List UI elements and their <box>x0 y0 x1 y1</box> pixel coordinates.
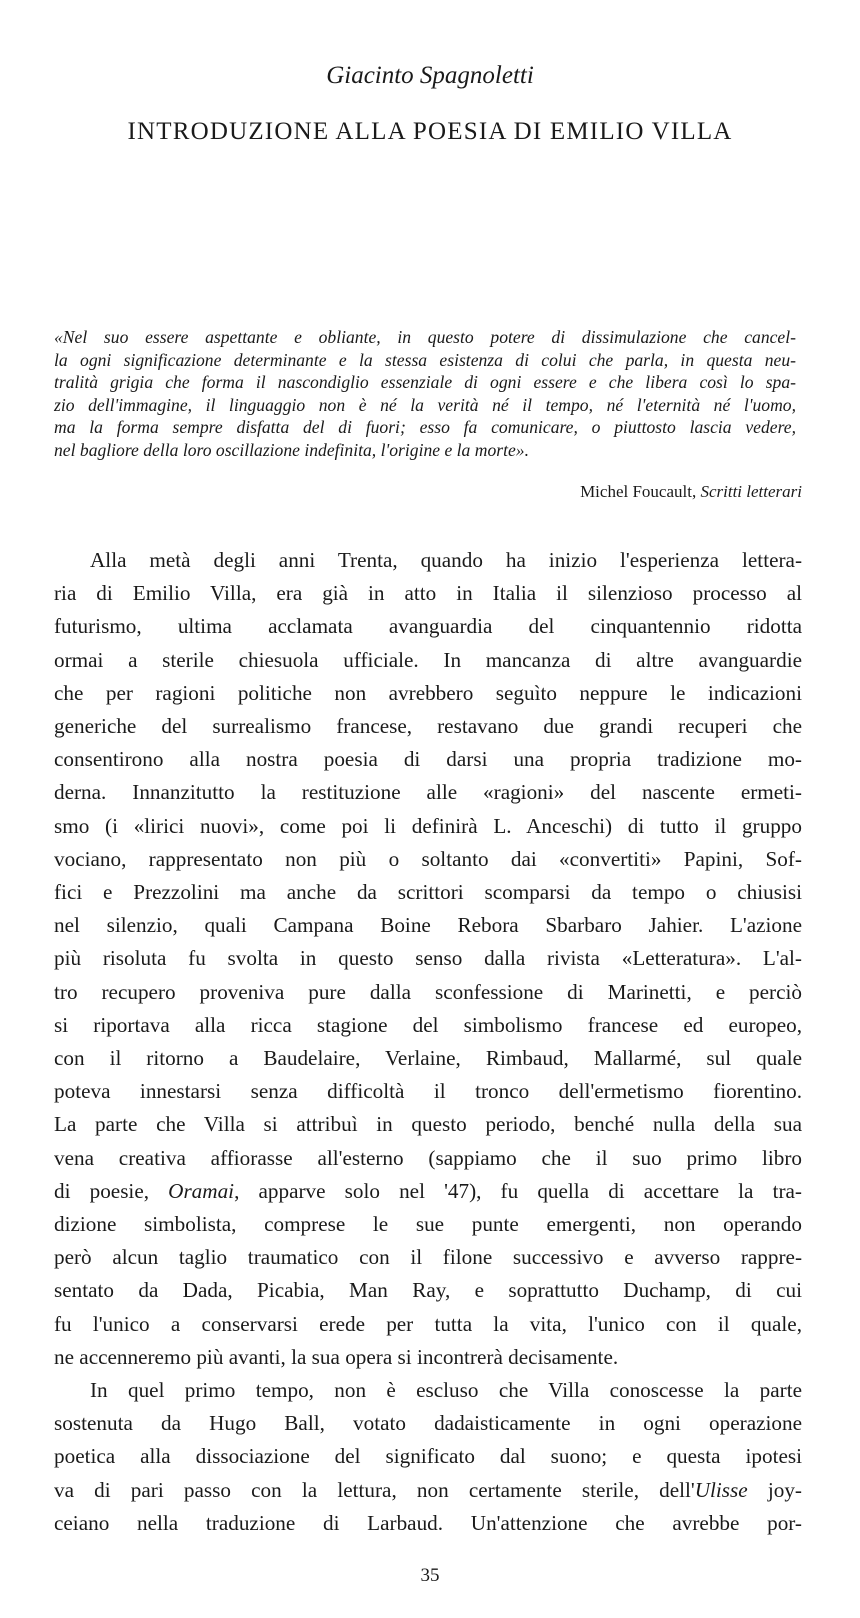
author-name: Giacinto Spagnoletti <box>326 62 534 89</box>
body-line: dizione simbolista, comprese le sue punte emergenti, non operando <box>54 1212 802 1237</box>
epigraph-line: la ogni significazione determinante e la stessa esistenza di colui che parla, in questa neu- <box>54 349 796 370</box>
body-line-segment: joy- <box>747 1477 802 1502</box>
attribution-author: Michel Foucault, <box>580 482 697 501</box>
body-line: vociano, rappresentato non più o soltanto dai «convertiti» Papini, Sof- <box>54 846 802 871</box>
epigraph-line: nel bagliore della loro oscillazione indefinita, l'origine e la morte». <box>54 439 529 460</box>
epigraph-line: tralità grigia che forma il nascondiglio essenziale di ogni essere e che libera così lo spa- <box>54 372 796 393</box>
body-line: più risoluta fu svolta in questo senso dalla rivista «Letteratura». L'al- <box>54 946 802 971</box>
body-line: generiche del surrealismo francese, restavano due grandi recuperi che <box>54 714 802 739</box>
body-line: consentirono alla nostra poesia di darsi una propria tradizione mo- <box>54 747 802 772</box>
body-line: derna. Innanzitutto la restituzione alle «ragioni» del nascente ermeti- <box>54 780 802 805</box>
body-line: poetica alla dissociazione del significato dal suono; e questa ipotesi <box>54 1444 802 1469</box>
epigraph-attribution <box>580 482 802 502</box>
epigraph-line: zio dell'immagine, il linguaggio non è né la verità né il tempo, né l'eternità né l'uomo, <box>54 394 796 415</box>
epigraph-quote <box>54 326 796 462</box>
body-line: Alla metà degli anni Trenta, quando ha inizio l'esperienza lettera- <box>90 548 802 572</box>
body-text <box>54 544 802 1540</box>
body-line: fici e Prezzolini ma anche da scrittori scomparsi da tempo o chiusisi <box>54 880 802 905</box>
body-line: poteva innestarsi senza difficoltà il tronco dell'ermetismo fiorentino. <box>54 1079 802 1104</box>
body-line: In quel primo tempo, non è escluso che Villa conoscesse la parte <box>90 1378 802 1403</box>
body-line <box>54 1175 802 1208</box>
book-title-oramai: Oramai <box>168 1178 235 1203</box>
body-line: nel silenzio, quali Campana Boine Rebora Sbarbaro Jahier. L'azione <box>54 913 802 938</box>
page-number: 35 <box>420 1565 440 1586</box>
body-line: ne accenneremo più avanti, la sua opera si incontrerà decisamente. <box>54 1344 619 1369</box>
body-line: ria di Emilio Villa, era già in atto in Italia il silenzioso processo al <box>54 581 802 606</box>
attribution-work: Scritti letterari <box>700 482 802 501</box>
body-line: ormai a sterile chiesuola ufficiale. In mancanza di altre avanguardie <box>54 647 802 672</box>
epigraph-line: «Nel suo essere aspettante e obliante, in questo potere di dissimulazione che cancel- <box>54 327 796 347</box>
body-line: ceiano nella traduzione di Larbaud. Un'attenzione che avrebbe por- <box>54 1510 802 1535</box>
body-line: sostenuta da Hugo Ball, votato dadaisticamente in ogni operazione <box>54 1411 802 1436</box>
body-line: che per ragioni politiche non avrebbero seguìto neppure le indicazioni <box>54 680 802 705</box>
body-line: smo (i «lirici nuovi», come poi li definirà L. Anceschi) di tutto il gruppo <box>54 813 802 838</box>
body-line: fu l'unico a conservarsi erede per tutta la vita, l'unico con il quale, <box>54 1311 802 1336</box>
body-line: tro recupero proveniva pure dalla sconfessione di Marinetti, e perciò <box>54 979 802 1004</box>
body-line: futurismo, ultima acclamata avanguardia del cinquantennio ridotta <box>54 614 802 639</box>
body-line: con il ritorno a Baudelaire, Verlaine, Rimbaud, Mallarmé, sul quale <box>54 1046 802 1071</box>
body-line: La parte che Villa si attribuì in questo periodo, benché nulla della sua <box>54 1112 802 1137</box>
body-line: sentato da Dada, Picabia, Man Ray, e soprattutto Duchamp, di cui <box>54 1278 802 1303</box>
body-line: si riportava alla ricca stagione del simbolismo francese ed europeo, <box>54 1012 802 1037</box>
body-line-segment: di poesie, <box>54 1178 169 1203</box>
body-line: però alcun taglio traumatico con il filone successivo e avverso rappre- <box>54 1245 802 1270</box>
epigraph-line: ma la forma sempre disfatta del di fuori; esso fa comunicare, o piuttosto lascia vedere, <box>54 417 796 438</box>
body-line: vena creativa affiorasse all'esterno (sappiamo che il suo primo libro <box>54 1145 802 1170</box>
body-line-segment: va di pari passo con la lettura, non certamente sterile, dell' <box>54 1477 695 1502</box>
body-line <box>54 1474 802 1507</box>
body-line-segment: , apparve solo nel '47), fu quella di accettare la tra- <box>234 1178 802 1203</box>
book-title-ulisse: Ulisse <box>694 1477 748 1502</box>
essay-title: INTRODUZIONE ALLA POESIA DI EMILIO VILLA <box>127 118 733 145</box>
